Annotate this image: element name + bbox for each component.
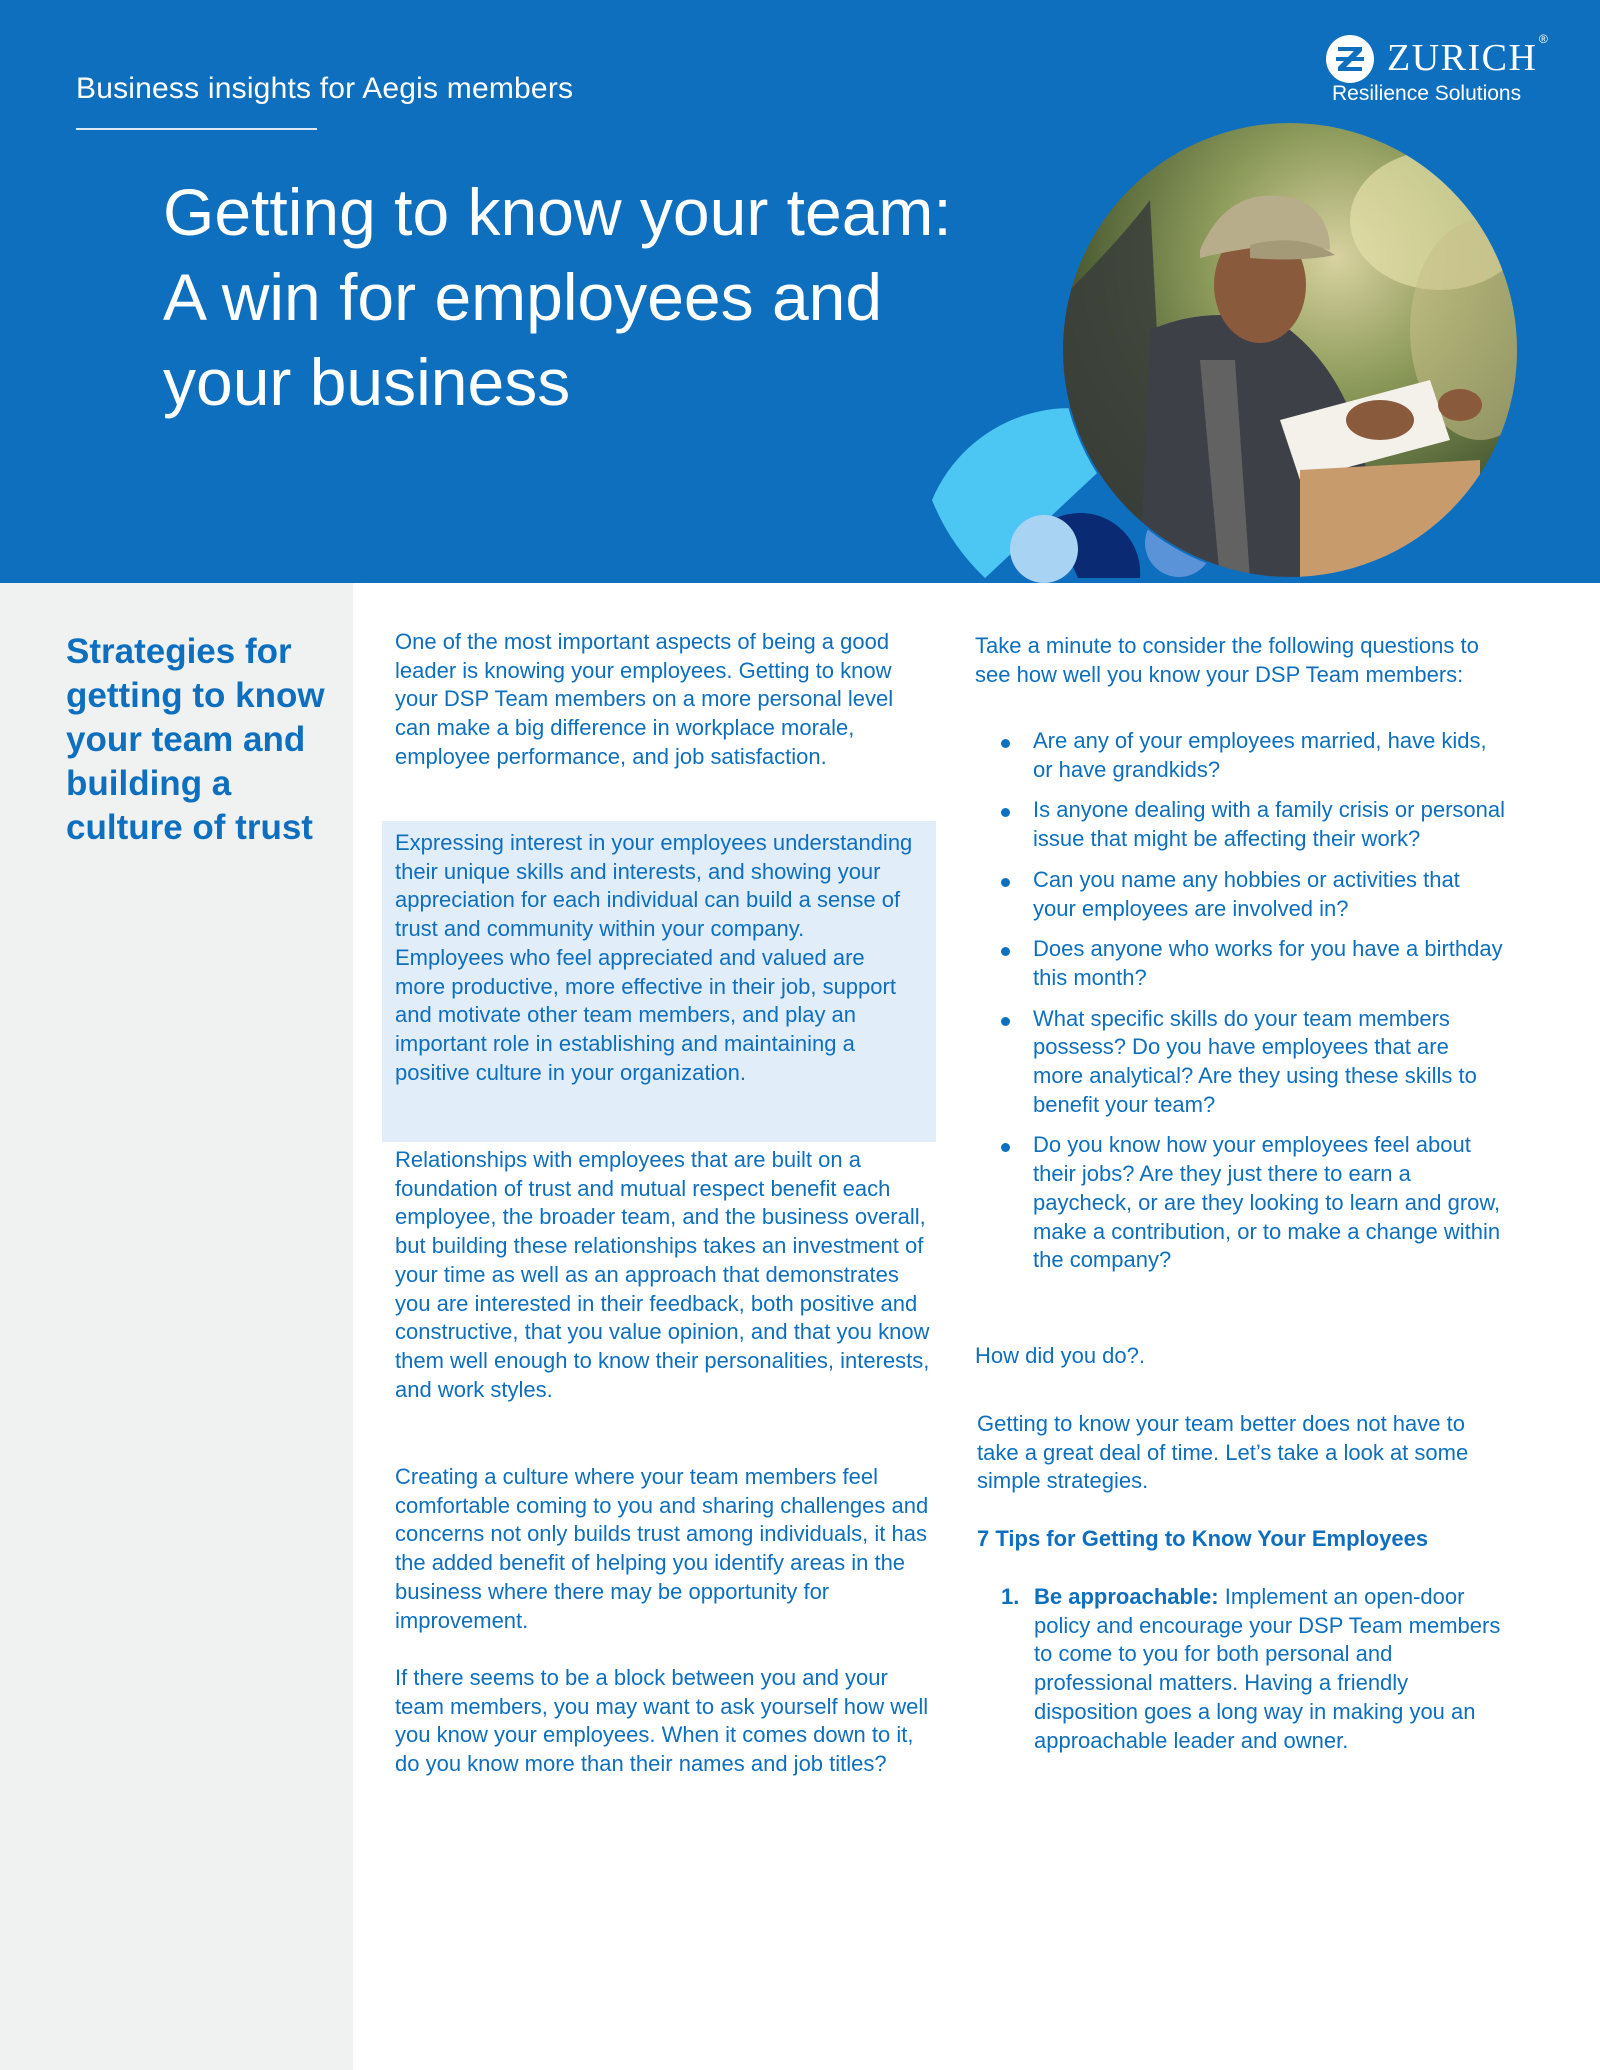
list-item: Can you name any hobbies or activities that your employees are involved in? bbox=[975, 866, 1505, 923]
title-line: Getting to know your team: bbox=[163, 175, 952, 249]
list-item: Do you know how your employees feel about their jobs? Are they just there to earn a paycheck, or are they looking to learn and grow, make a contribution, or to make a change within the company? bbox=[975, 1131, 1505, 1275]
tip-item bbox=[977, 1583, 1507, 1755]
questions-list bbox=[975, 727, 1505, 1287]
tagline: Business insights for Aegis members bbox=[76, 72, 574, 105]
list-item: Are any of your employees married, have kids, or have grandkids? bbox=[975, 727, 1505, 784]
logo-registered: ® bbox=[1539, 32, 1548, 46]
questions-intro: Take a minute to consider the following questions to see how well you know your DSP Team members: bbox=[975, 633, 1479, 687]
bullet-icon bbox=[1001, 739, 1010, 748]
bullet-icon bbox=[1001, 1017, 1010, 1026]
culture-paragraph: Creating a culture where your team members feel comfortable coming to you and sharing challenges and concerns not only builds trust among individuals, it has the added benefit of helping you identify areas in the business where there may be opportunity for improvement. bbox=[395, 1464, 929, 1633]
tip-title: Be approachable: bbox=[1034, 1584, 1219, 1609]
relationships-paragraph: Relationships with employees that are built on a foundation of trust and mutual respect benefit each employee, the broader team, and the business overall, but building these relationships takes an investment of your time as well as an approach that demonstrates you are interested in their feedback, both positive and constructive, that you value opinion, and that you know them well enough to know their personalities, interests, and work styles. bbox=[395, 1147, 930, 1402]
bullet-icon bbox=[1001, 808, 1010, 817]
title-line: your business bbox=[163, 345, 571, 419]
how-did-you-do: How did you do?. bbox=[975, 1343, 1145, 1368]
list-item: Does anyone who works for you have a birthday this month? bbox=[975, 935, 1505, 992]
bullet-icon bbox=[1001, 878, 1010, 887]
bullet-icon bbox=[1001, 947, 1010, 956]
tip-text: Implement an open-door policy and encourage your DSP Team members to come to you for both personal and professional matters. Having a friendly disposition goes a long way in making you an approachable leader and owner. bbox=[1034, 1584, 1501, 1753]
sidebar-heading: Strategies for getting to know your team and building a culture of trust bbox=[66, 632, 325, 847]
header-graphics bbox=[0, 0, 1600, 583]
logo-subtitle: Resilience Solutions bbox=[1332, 82, 1522, 105]
block-paragraph: If there seems to be a block between you and your team members, you may want to ask yourself how well you know your employees. When it comes down to it, do you know more than their names and job titles? bbox=[395, 1665, 929, 1777]
highlight-paragraph: Expressing interest in your employees understanding their unique skills and interests, and showing your appreciation for each individual can build a sense of trust and community within your company. Employees who feel appreciated and valued are more productive, more effective in their job, support and motivate other team members, and play an important role in establishing and maintaining a positive culture in your organization. bbox=[395, 830, 913, 1085]
header-banner bbox=[0, 0, 1600, 583]
title-line: A win for employees and bbox=[163, 260, 883, 334]
list-item: What specific skills do your team members possess? Do you have employees that are more analytical? Are they using these skills to benefit your team? bbox=[975, 1005, 1505, 1120]
bullet-icon bbox=[1001, 1143, 1010, 1152]
intro-paragraph: One of the most important aspects of being a good leader is knowing your employees. Getting to know your DSP Team members on a more personal level can make a big difference in workplace morale, employee performance, and job satisfaction. bbox=[395, 629, 894, 769]
delivery-driver-photo bbox=[1060, 120, 1550, 580]
logo-name: ZURICH bbox=[1387, 37, 1538, 79]
list-item: Is anyone dealing with a family crisis or personal issue that might be affecting their work? bbox=[975, 796, 1505, 853]
transition-paragraph: Getting to know your team better does not have to take a great deal of time. Let’s take a look at some simple strategies. bbox=[977, 1411, 1469, 1494]
tips-heading: 7 Tips for Getting to Know Your Employees bbox=[977, 1526, 1429, 1551]
tip-number: 1. bbox=[1001, 1584, 1020, 1609]
pale-blue-circle bbox=[1010, 515, 1078, 583]
